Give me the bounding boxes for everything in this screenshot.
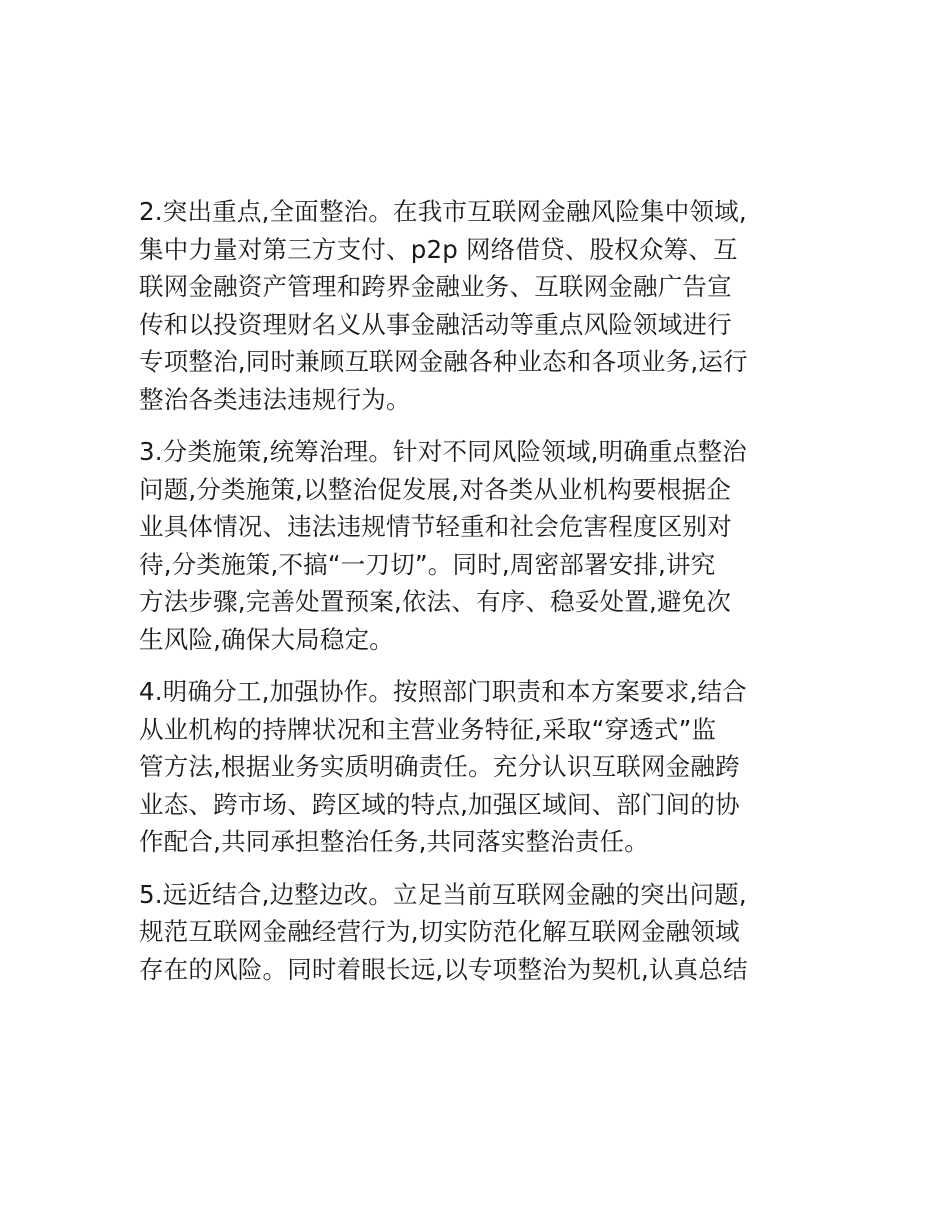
text-line: 规范互联网金融经营行为,切实防范化解互联网金融领域 xyxy=(139,917,740,946)
document-body xyxy=(139,193,819,1003)
text-line: 方法步骤,完善处置预案,依法、有序、稳妥处置,避免次 xyxy=(139,587,732,616)
text-line: 5.远近结合,边整边改。立足当前互联网金融的突出问题, xyxy=(139,879,747,909)
text-line: 管方法,根据业务实质明确责任。充分认识互联网金融跨 xyxy=(139,752,740,781)
text-line: 专项整治,同时兼顾互联网金融各种业态和各项业务,运行 xyxy=(139,347,748,376)
paragraph-3-classified-measures xyxy=(139,433,819,658)
paragraph-5-near-and-long-term xyxy=(139,876,819,989)
paragraph-4-clear-division-of-labor xyxy=(139,673,819,861)
text-line: 4.明确分工,加强协作。按照部门职责和本方案要求,结合 xyxy=(139,677,747,706)
text-line: 整治各类违法违规行为。 xyxy=(139,384,411,414)
text-line: 从业机构的持牌状况和主营业务特征,采取“穿透式”监 xyxy=(139,714,717,744)
paragraph-2-highlight-key-points xyxy=(139,193,819,418)
text-line: 存在的风险。同时着眼长远,以专项整治为契机,认真总结 xyxy=(139,954,748,984)
text-line: 业态、跨市场、跨区域的特点,加强区域间、部门间的协 xyxy=(139,789,740,819)
text-line: 作配合,共同承担整治任务,共同落实整治责任。 xyxy=(139,827,649,856)
text-line: 待,分类施策,不搞“一刀切”。同时,周密部署安排,讲究 xyxy=(139,549,716,579)
text-line: 2.突出重点,全面整治。在我市互联网金融风险集中领域, xyxy=(139,197,747,226)
text-line: 问题,分类施策,以整治促发展,对各类从业机构要根据企 xyxy=(139,474,732,504)
text-line: 业具体情况、违法违规情节轻重和社会危害程度区别对 xyxy=(139,512,732,541)
text-line: 集中力量对第三方支付、p2p 网络借贷、股权众筹、互 xyxy=(139,234,738,264)
text-line: 联网金融资产管理和跨界金融业务、互联网金融广告宣 xyxy=(139,272,732,301)
text-line: 3.分类施策,统筹治理。针对不同风险领域,明确重点整治 xyxy=(139,437,747,466)
text-line: 传和以投资理财名义从事金融活动等重点风险领域进行 xyxy=(139,309,732,339)
text-line: 生风险,确保大局稳定。 xyxy=(139,624,394,654)
